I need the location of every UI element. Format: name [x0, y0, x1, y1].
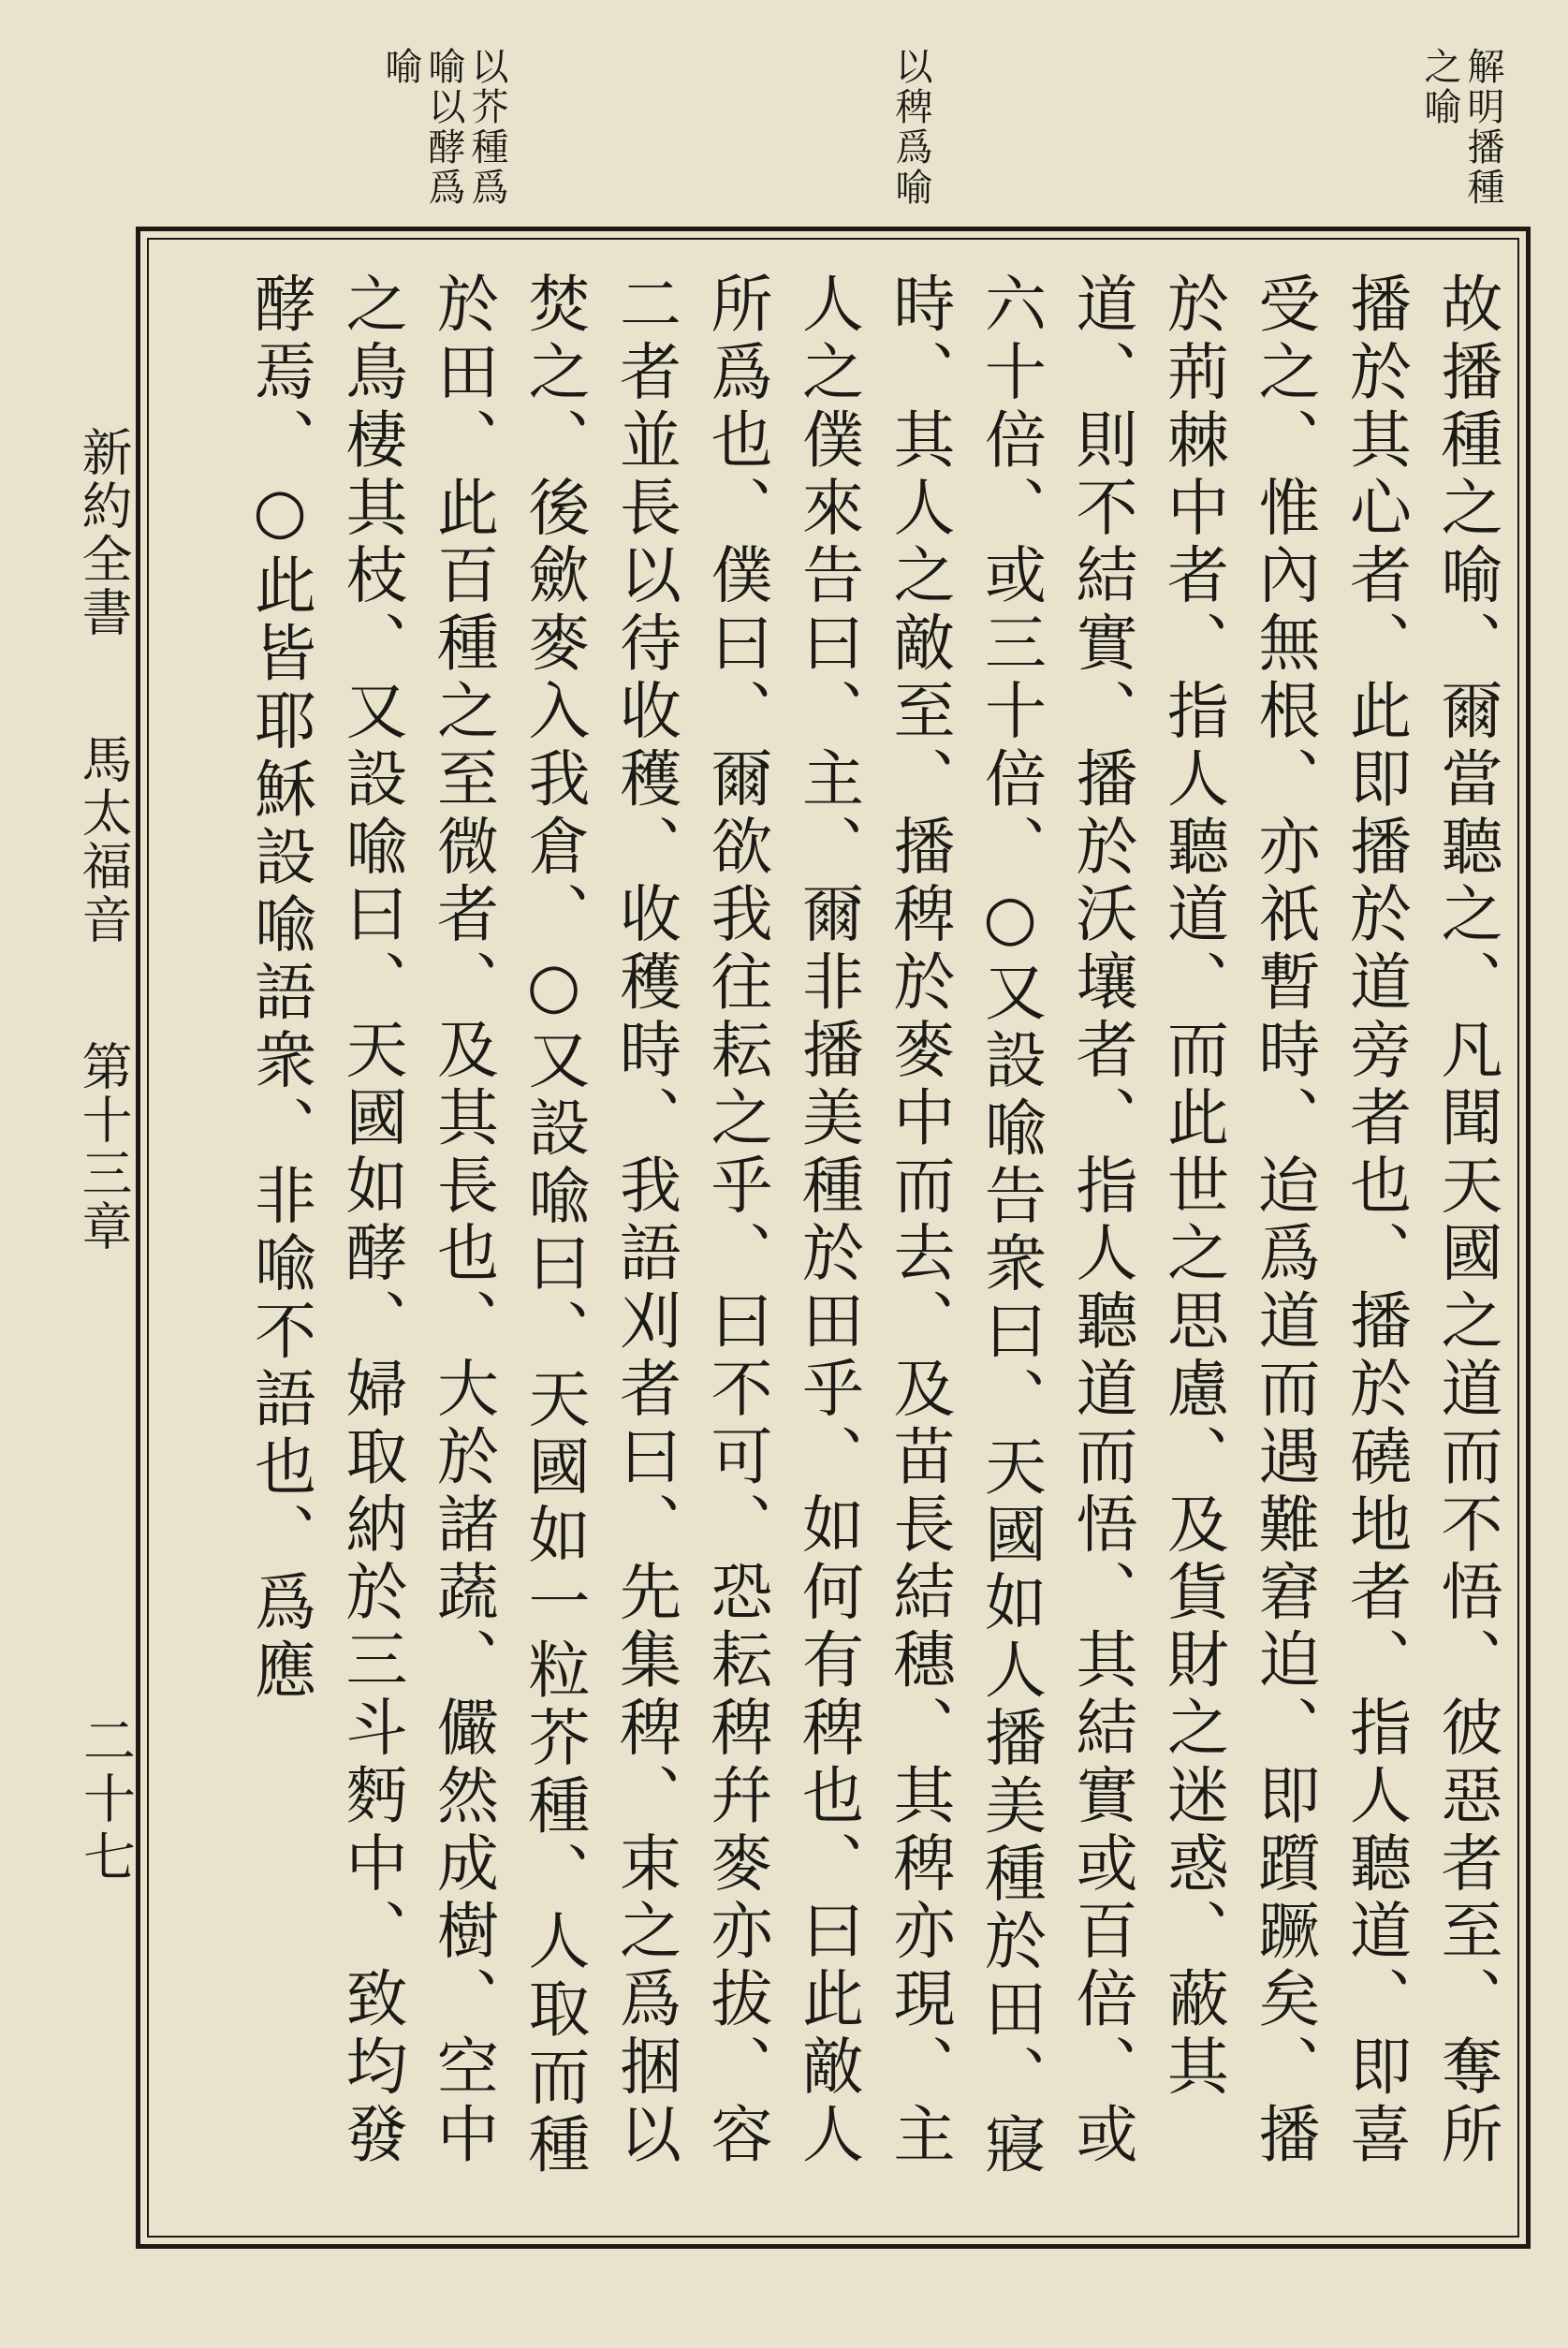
gospel-title: 馬太福音 — [74, 733, 133, 947]
scripture-text: 故播種之喻、爾當聽之、凡聞天國之道而不悟、彼惡者至、奪所播於其心者、此即播於道旁者也、播於磽地者、指人聽道、即喜受之、惟內無根、亦祇暫時、迨爲道而遇難窘迫、即躓蹶矣、播於荊棘中者、指人聽道、而此世之思慮、及貨財之迷惑、蔽其道、則不結實、播於沃壤者、指人聽道而悟、其結實或百倍、或六十倍、或三十倍、○又設喩告衆曰、天國如人播美種於田、寢時、其人之敵至、播稗於麥中而去、及苗長結穗、其稗亦現、主人之僕來告曰、主、爾非播美種於田乎、如何有稗也、曰此敵人所爲也、僕曰、爾欲我往耘之乎、曰不可、恐耘稗幷麥亦拔、容二者並長以待收穫、收穫時、我語刈者曰、先集稗、束之爲捆以焚之、後歛麥入我倉、○又設喩曰、天國如一粒芥種、人取而種於田、此百種之至微者、及其長也、大於諸蔬、儼然成樹、空中之鳥棲其枝、又設喩曰、天國如酵、婦取納於三斗麪中、致均發酵焉、○此皆耶穌設喩語衆、非喩不語也、爲應 — [243, 271, 1502, 2180]
margin-note-tares: 以稗爲喻 — [889, 47, 932, 208]
chapter-label: 第十三章 — [74, 1040, 133, 1254]
margin-note-explain-sower: 解明播種之喻 — [1418, 47, 1504, 208]
page-number: 二十七 — [75, 1713, 136, 1887]
running-head — [67, 426, 139, 1456]
margin-note-mustard-leaven: 以芥種爲喻以酵爲喻 — [379, 47, 508, 208]
book-title: 新約全書 — [74, 426, 133, 639]
